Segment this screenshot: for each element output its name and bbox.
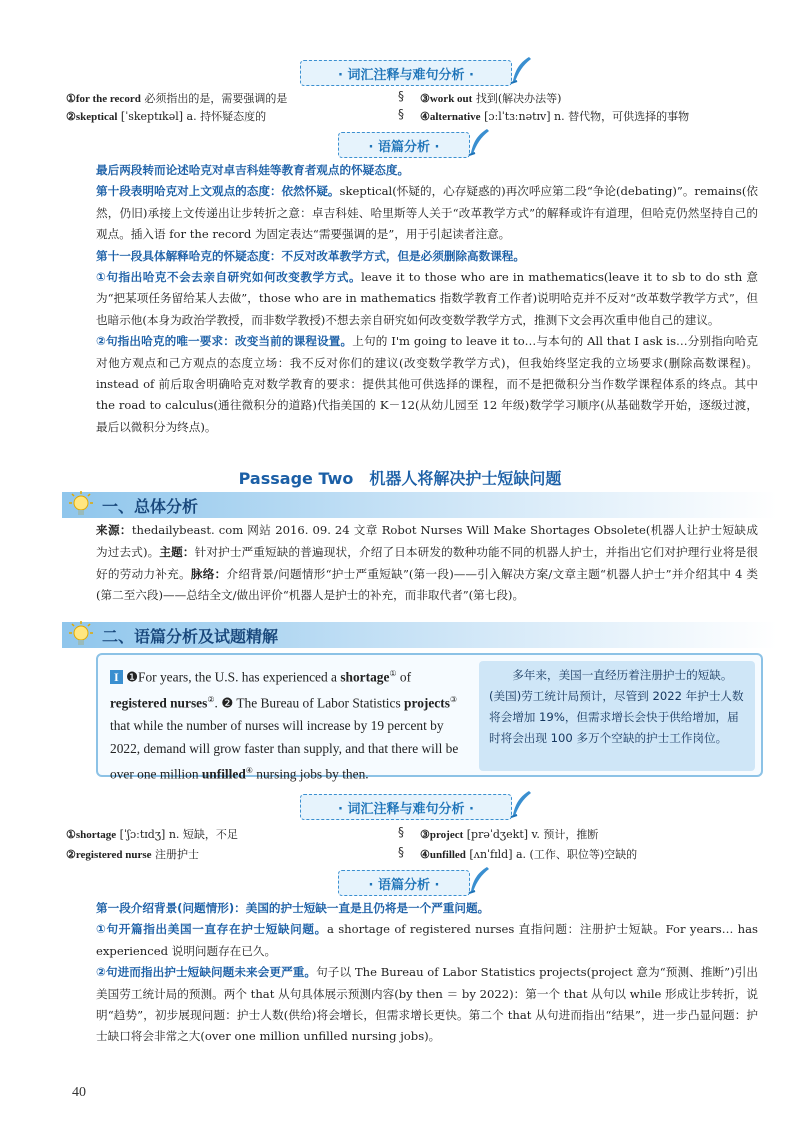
vocab-item: ①shortage [ˈʃɔːtɪdʒ] n. 短缺，不足	[66, 828, 238, 841]
vocab-item: ③work out 找到(解决办法等)	[420, 92, 562, 105]
banner-text: · 语篇分析 ·	[368, 139, 440, 155]
section-header-analysis	[62, 622, 777, 648]
vocab-item: ①for the record 必须指出的是，需要强调的是	[66, 92, 288, 105]
banner-text: · 词汇注释与难句分析 ·	[338, 67, 474, 83]
section-title: 一、总体分析	[102, 496, 199, 516]
wave-divider: §	[398, 107, 404, 121]
vocab-banner-top	[300, 60, 512, 86]
analysis-para: 最后两段转而论述哈克对卓吉科娃等教育者观点的怀疑态度。	[96, 163, 410, 177]
passage-box	[96, 653, 763, 782]
banner-text: · 语篇分析 ·	[368, 877, 440, 893]
quill-icon	[467, 865, 491, 895]
vocab-banner-second	[300, 794, 512, 820]
lightbulb-icon	[66, 490, 96, 520]
quill-icon	[467, 127, 491, 157]
paragraph-number: I	[110, 670, 123, 684]
analysis-block-2	[96, 898, 758, 1048]
vocab-item: ④unfilled [ʌnˈfɪld] a. (工作、职位等)空缺的	[420, 848, 638, 861]
banner-text: · 词汇注释与难句分析 ·	[338, 801, 474, 817]
passage-translation: 多年来，美国一直经历着注册护士的短缺。(美国)劳工统计局预计，尽管到 2022 年护士人数将会增加 19%，但需求增长会快于供给增加，届时将会出现 100 多万个空缺的护士工作岗位。	[479, 661, 755, 771]
analysis-para: 第一段介绍背景(问题情形)：美国的护士短缺一直是且仍将是一个严重问题。	[96, 901, 490, 915]
wave-divider: §	[398, 825, 404, 839]
passage-title: Passage Two 机器人将解决护士短缺问题	[238, 469, 562, 488]
discourse-banner-second	[338, 870, 470, 896]
analysis-para: 第十段表明哈克对上文观点的态度：依然怀疑。skeptical(怀疑的，心存疑惑的)再次呼应第二段“争论(debating)”。remains(依然，仍旧)承接上文传递出让步转折之意：卓吉科娃、哈里斯等人关于“改革教学方式”的解释或许有道理，但哈克仍然坚持自己的观点。插入语 for the record 为固定表达“需要强调的是”，用于引起读者注意。	[96, 184, 758, 242]
page-number: 40	[72, 1085, 86, 1100]
analysis-para: ①句开篇指出美国一直存在护士短缺问题。a shortage of registered nurses 直指问题：注册护士短缺。For years… has experienced 说明问题存在已久。	[96, 922, 758, 958]
vocab-item: ③project [prəˈdʒekt] v. 预计，推断	[420, 828, 599, 841]
vocab-item: ②registered nurse 注册护士	[66, 848, 200, 861]
analysis-para: ①句指出哈克不会去亲自研究如何改变教学方式。leave it to those who are in mathematics(leave it to sb to do sth 意为“把某项任务留给某人去做”，those who are in mathematics 指数学教育工作者)说明哈克并不反对“改革数学教学方式”，但也暗示他(本身为政治学教授，而非数学教授)不想去亲自研究如何改变数学教学方式，推测下文会再次重申他自己的建议。	[96, 270, 758, 327]
overview-block: 来源：thedailybeast. com 网站 2016. 09. 24 文章 Robot Nurses Will Make Shortages Obsolete(机器人让护士短缺成为过去式)。主题：针对护士严重短缺的普遍现状，介绍了日本研发的数种功能不同的机器人护士，并指出它们对护理行业将是很好的劳动力补充。脉络：介绍背景/问题情形“护士严重短缺”(第一段)——引入解决方案/文章主题“机器人护士”并介绍其中 4 类(第二至六段)——总结全文/做出评价“机器人是护士的补充，而非取代者”(第七段)。	[96, 523, 758, 603]
analysis-block-1	[96, 160, 758, 438]
wave-divider: §	[398, 845, 404, 859]
section-title: 二、语篇分析及试题精解	[102, 626, 279, 646]
vocab-item: ②skeptical [ˈskeptɪkəl] a. 持怀疑态度的	[66, 110, 267, 123]
wave-divider: §	[398, 89, 404, 103]
analysis-para: 第十一段具体解释哈克的怀疑态度：不反对改革教学方式，但是必须删除高数课程。	[96, 248, 525, 263]
analysis-para: ②句指出哈克的唯一要求：改变当前的课程设置。上句的 I'm going to leave it to…与本句的 All that I ask is…分别指向哈克对他方观点和己方观点的态度立场：我不反对你们的建议(改变数学教学方式)，但我始终坚定我的立场要求(删除高数课程)。instead of 前后取舍明确哈克对数学教育的要求：提供其他可供选择的课程，而不是把微积分当作数学课程体系的终点。其中 the road to calculus(通往微积分的道路)代指美国的 K－12(从幼儿园至 12 年级)数学学习顺序(从基础数学开始，逐级过渡，最后以微积分为终点)。	[96, 334, 758, 434]
section-header-overview	[62, 492, 777, 518]
analysis-para: ②句进而指出护士短缺问题未来会更严重。句子以 The Bureau of Labor Statistics projects(project 意为“预测、推断”)引出美国劳工统计局的预测。两个 that 从句具体展示预测内容(by then ＝ by 2022)：第一个 that 从句以 while 形成让步转折，说明“趋势”，初步展现问题：护士人数(供给)将会增长，但需求增长更快。第二个 that 从句进而指出“结果”，进一步凸显问题：护士缺口将会非常之大(over one million unfilled nursing jobs)。	[96, 965, 758, 1044]
quill-icon	[509, 55, 533, 85]
discourse-banner	[338, 132, 470, 158]
lightbulb-icon	[66, 620, 96, 650]
quill-icon	[509, 789, 533, 819]
vocab-item: ④alternative [ɔːlˈtɜːnətɪv] n. 替代物，可供选择的事物	[420, 110, 690, 123]
passage-english: I ❶For years, the U.S. has experienced a shortage① of registered nurses②. ❷ The Bureau of Labor Statistics projects③ that while the number of nurses will increase by 19 percent by 2022, demand will grow faster than supply, and that there will be over one million unfilled④ nursing jobs by then.	[110, 669, 459, 782]
